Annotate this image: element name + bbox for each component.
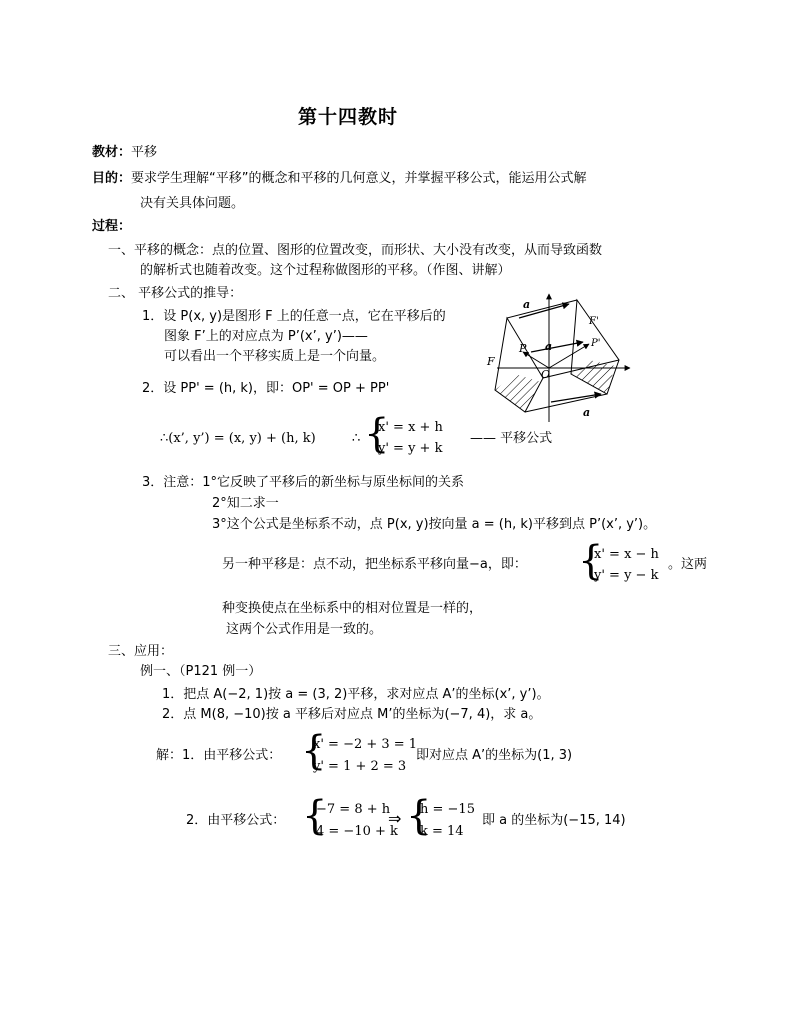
sol2-eq2: 4 = −10 + k (316, 824, 398, 839)
page-title: 第十四教时 (298, 106, 399, 128)
figure-shape-f (495, 318, 543, 412)
jiaocai-text: 平移 (131, 145, 158, 160)
mudi-label: 目的： (92, 171, 132, 186)
figure-label-a-top: a (523, 298, 531, 311)
s3-example: 例一、（P121 例一） (140, 664, 262, 679)
figure-label-a-mid: a (545, 340, 553, 353)
p2-line1: 2．设 PP' = (h, k)，即：OP' = OP + PP' (142, 381, 390, 396)
s3-q1: 1．把点 A(−2, 1)按 a = (3, 2)平移，求对应点 A’的坐标(x’, y’)。 (162, 687, 550, 702)
sol1-eq1: x' = −2 + 3 = 1 (313, 737, 418, 752)
p2-therefore: ∴ (352, 431, 361, 446)
p3-eq1: x' = x − h (594, 547, 659, 562)
figure-label-f-prime: F' (589, 316, 599, 327)
p2-tag: —— 平移公式 (470, 431, 553, 446)
p3-eq2: y' = y − k (594, 568, 659, 583)
jiaocai-label: 教材： (92, 145, 132, 160)
p2-line2: ∴(x’, y’) = (x, y) + (h, k) (160, 431, 316, 446)
mudi-line2: 决有关具体问题。 (140, 196, 245, 211)
sol2-eq3: h = −15 (420, 802, 475, 817)
p3-line5: 种变换使点在坐标系中的相对位置是一样的， (222, 601, 483, 616)
sol1-post: 即对应点 A’的坐标为(1, 3) (416, 748, 573, 763)
p3-line3: 3°这个公式是坐标系不动，点 P(x, y)按向量 a = (h, k)平移到点 P’(x’, y’)。 (212, 517, 657, 532)
mudi-line1: 要求学生理解“平移”的概念和平移的几何意义，并掌握平移公式，能运用公式解 (131, 171, 587, 186)
s3-heading: 三、应用： (108, 644, 174, 659)
p1-line2: 图象 F’上的对应点为 P’(x’, y’)—— (164, 329, 368, 344)
sol2-arrow: ⇒ (388, 809, 402, 828)
s2-heading: 二、 平移公式的推导： (108, 286, 243, 301)
p3-brace: { (578, 538, 604, 584)
sol2-eq4: k = 14 (420, 824, 464, 839)
p2-eq2: y' = y + k (378, 441, 443, 456)
sol2-post: 即 a 的坐标为(−15, 14) (482, 813, 626, 828)
p3-line6: 这两个公式作用是一致的。 (226, 622, 383, 637)
s1-line2: 的解析式也随着改变。这个过程称做图形的平移。（作图、讲解） (140, 263, 511, 278)
sol2-pre: 2．由平移公式： (186, 813, 286, 828)
p3-line2: 2°知二求一 (212, 496, 279, 511)
p3-line1: 3．注意：1°它反映了平移后的新坐标与原坐标间的关系 (142, 475, 465, 490)
s3-q2: 2．点 M(8, −10)按 a 平移后对应点 M’的坐标为(−7, 4)，求 a。 (162, 707, 542, 722)
figure-label-o: O (541, 368, 551, 381)
figure-edge-top (507, 300, 577, 318)
mudi-row (92, 170, 587, 188)
p1-line3: 可以看出一个平移实质上是一个向量。 (164, 349, 386, 364)
figure-edge-bottom (525, 394, 607, 412)
figure-label-f: F (487, 355, 495, 368)
p3-line4b: 。这两 (668, 557, 708, 572)
figure-label-p-prime: P' (591, 338, 601, 349)
s1-line1: 一、平移的概念：点的位置、图形的位置改变，而形状、大小没有改变，从而导致函数 (108, 243, 603, 258)
p2-eq1: x' = x + h (378, 420, 443, 435)
guocheng-label: 过程： (92, 219, 132, 234)
p2-brace: { (364, 411, 390, 457)
translation-figure (485, 290, 635, 430)
figure-label-p: P (519, 342, 527, 355)
jiaocai-row (92, 144, 157, 162)
p1-line1: 1．设 P(x, y)是图形 F 上的任意一点，它在平移后的 (142, 309, 446, 324)
sol2-brace1: { (302, 793, 328, 839)
figure-label-a-bot: a (583, 406, 591, 419)
sol1-brace: { (301, 728, 327, 774)
figure-vector-a-mid (531, 342, 583, 352)
sol2-eq1: −7 = 8 + h (316, 802, 391, 817)
sol2-brace2: { (406, 793, 432, 839)
sol1-pre: 解：1．由平移公式： (156, 748, 282, 763)
p3-line4: 另一种平移是：点不动，把坐标系平移向量−a，即： (222, 557, 527, 572)
sol1-eq2: y' = 1 + 2 = 3 (313, 759, 407, 774)
